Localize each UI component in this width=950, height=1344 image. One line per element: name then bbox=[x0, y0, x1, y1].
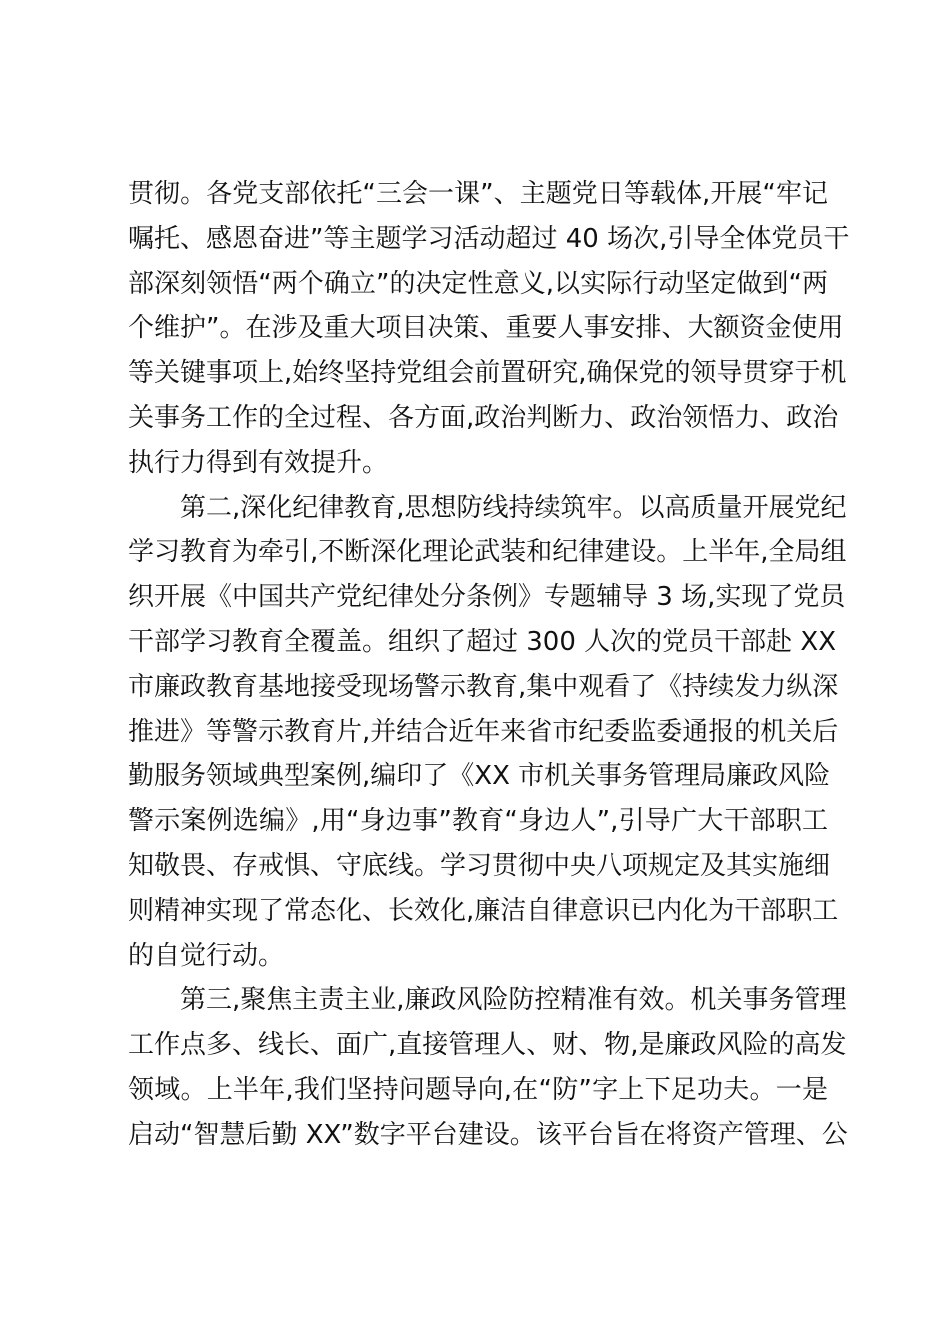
paragraph-3-line-1: 第三,聚焦主责主业,廉政风险防控精准有效。机关事务管理 bbox=[180, 985, 847, 1016]
paragraph-1-line-4: 个维护”。在涉及重大项目决策、重要人事安排、大额资金使用 bbox=[128, 313, 844, 344]
paragraph-2-line-8: 警示案例选编》,用“身边事”教育“身边人”,引导广大干部职工 bbox=[128, 806, 828, 837]
paragraph-2-line-10: 则精神实现了常态化、长效化,廉洁自律意识已内化为干部职工 bbox=[128, 895, 839, 926]
paragraph-1-line-1: 贯彻。各党支部依托“三会一课”、主题党日等载体,开展“牢记 bbox=[128, 179, 828, 209]
paragraph-3-line-3: 领域。上半年,我们坚持问题导向,在“防”字上下足功夫。一是 bbox=[128, 1074, 828, 1105]
paragraph-2-line-3: 织开展《中国共产党纪律处分条例》专题辅导 3 场,实现了党员 bbox=[128, 582, 846, 613]
paragraph-1-line-2: 嘱托、感恩奋进”等主题学习活动超过 40 场次,引导全体党员干 bbox=[128, 223, 850, 254]
body-text bbox=[128, 172, 850, 1158]
paragraph-2-line-7: 勤服务领域典型案例,编印了《XX 市机关事务管理局廉政风险 bbox=[128, 761, 831, 792]
paragraph-1-line-5: 等关键事项上,始终坚持党组会前置研究,确保党的领导贯穿于机 bbox=[128, 358, 847, 389]
paragraph-1-line-3: 部深刻领悟“两个确立”的决定性意义,以实际行动坚定做到“两 bbox=[128, 268, 828, 299]
paragraph-3-line-2: 工作点多、线长、面广,直接管理人、财、物,是廉政风险的高发 bbox=[128, 1030, 847, 1061]
paragraph-1-line-7: 执行力得到有效提升。 bbox=[128, 447, 389, 478]
paragraph-2-line-6: 推进》等警示教育片,并结合近年来省市纪委监委通报的机关后 bbox=[128, 716, 839, 747]
paragraph-1-line-6: 关事务工作的全过程、各方面,政治判断力、政治领悟力、政治 bbox=[128, 402, 839, 433]
paragraph-2-line-9: 知敬畏、存戒惧、守底线。学习贯彻中央八项规定及其实施细 bbox=[128, 850, 831, 881]
paragraph-2-line-11: 的自觉行动。 bbox=[128, 940, 285, 971]
paragraph-2-line-5: 市廉政教育基地接受现场警示教育,集中观看了《持续发力纵深 bbox=[128, 671, 839, 702]
paragraph-2-line-4: 干部学习教育全覆盖。组织了超过 300 人次的党员干部赴 XX bbox=[128, 626, 837, 657]
paragraph-3-line-4: 启动“智慧后勤 XX”数字平台建设。该平台旨在将资产管理、公 bbox=[128, 1119, 848, 1150]
paragraph-2-line-1: 第二,深化纪律教育,思想防线持续筑牢。以高质量开展党纪 bbox=[180, 492, 847, 523]
paragraph-2-line-2: 学习教育为牵引,不断深化理论武装和纪律建设。上半年,全局组 bbox=[128, 537, 847, 568]
